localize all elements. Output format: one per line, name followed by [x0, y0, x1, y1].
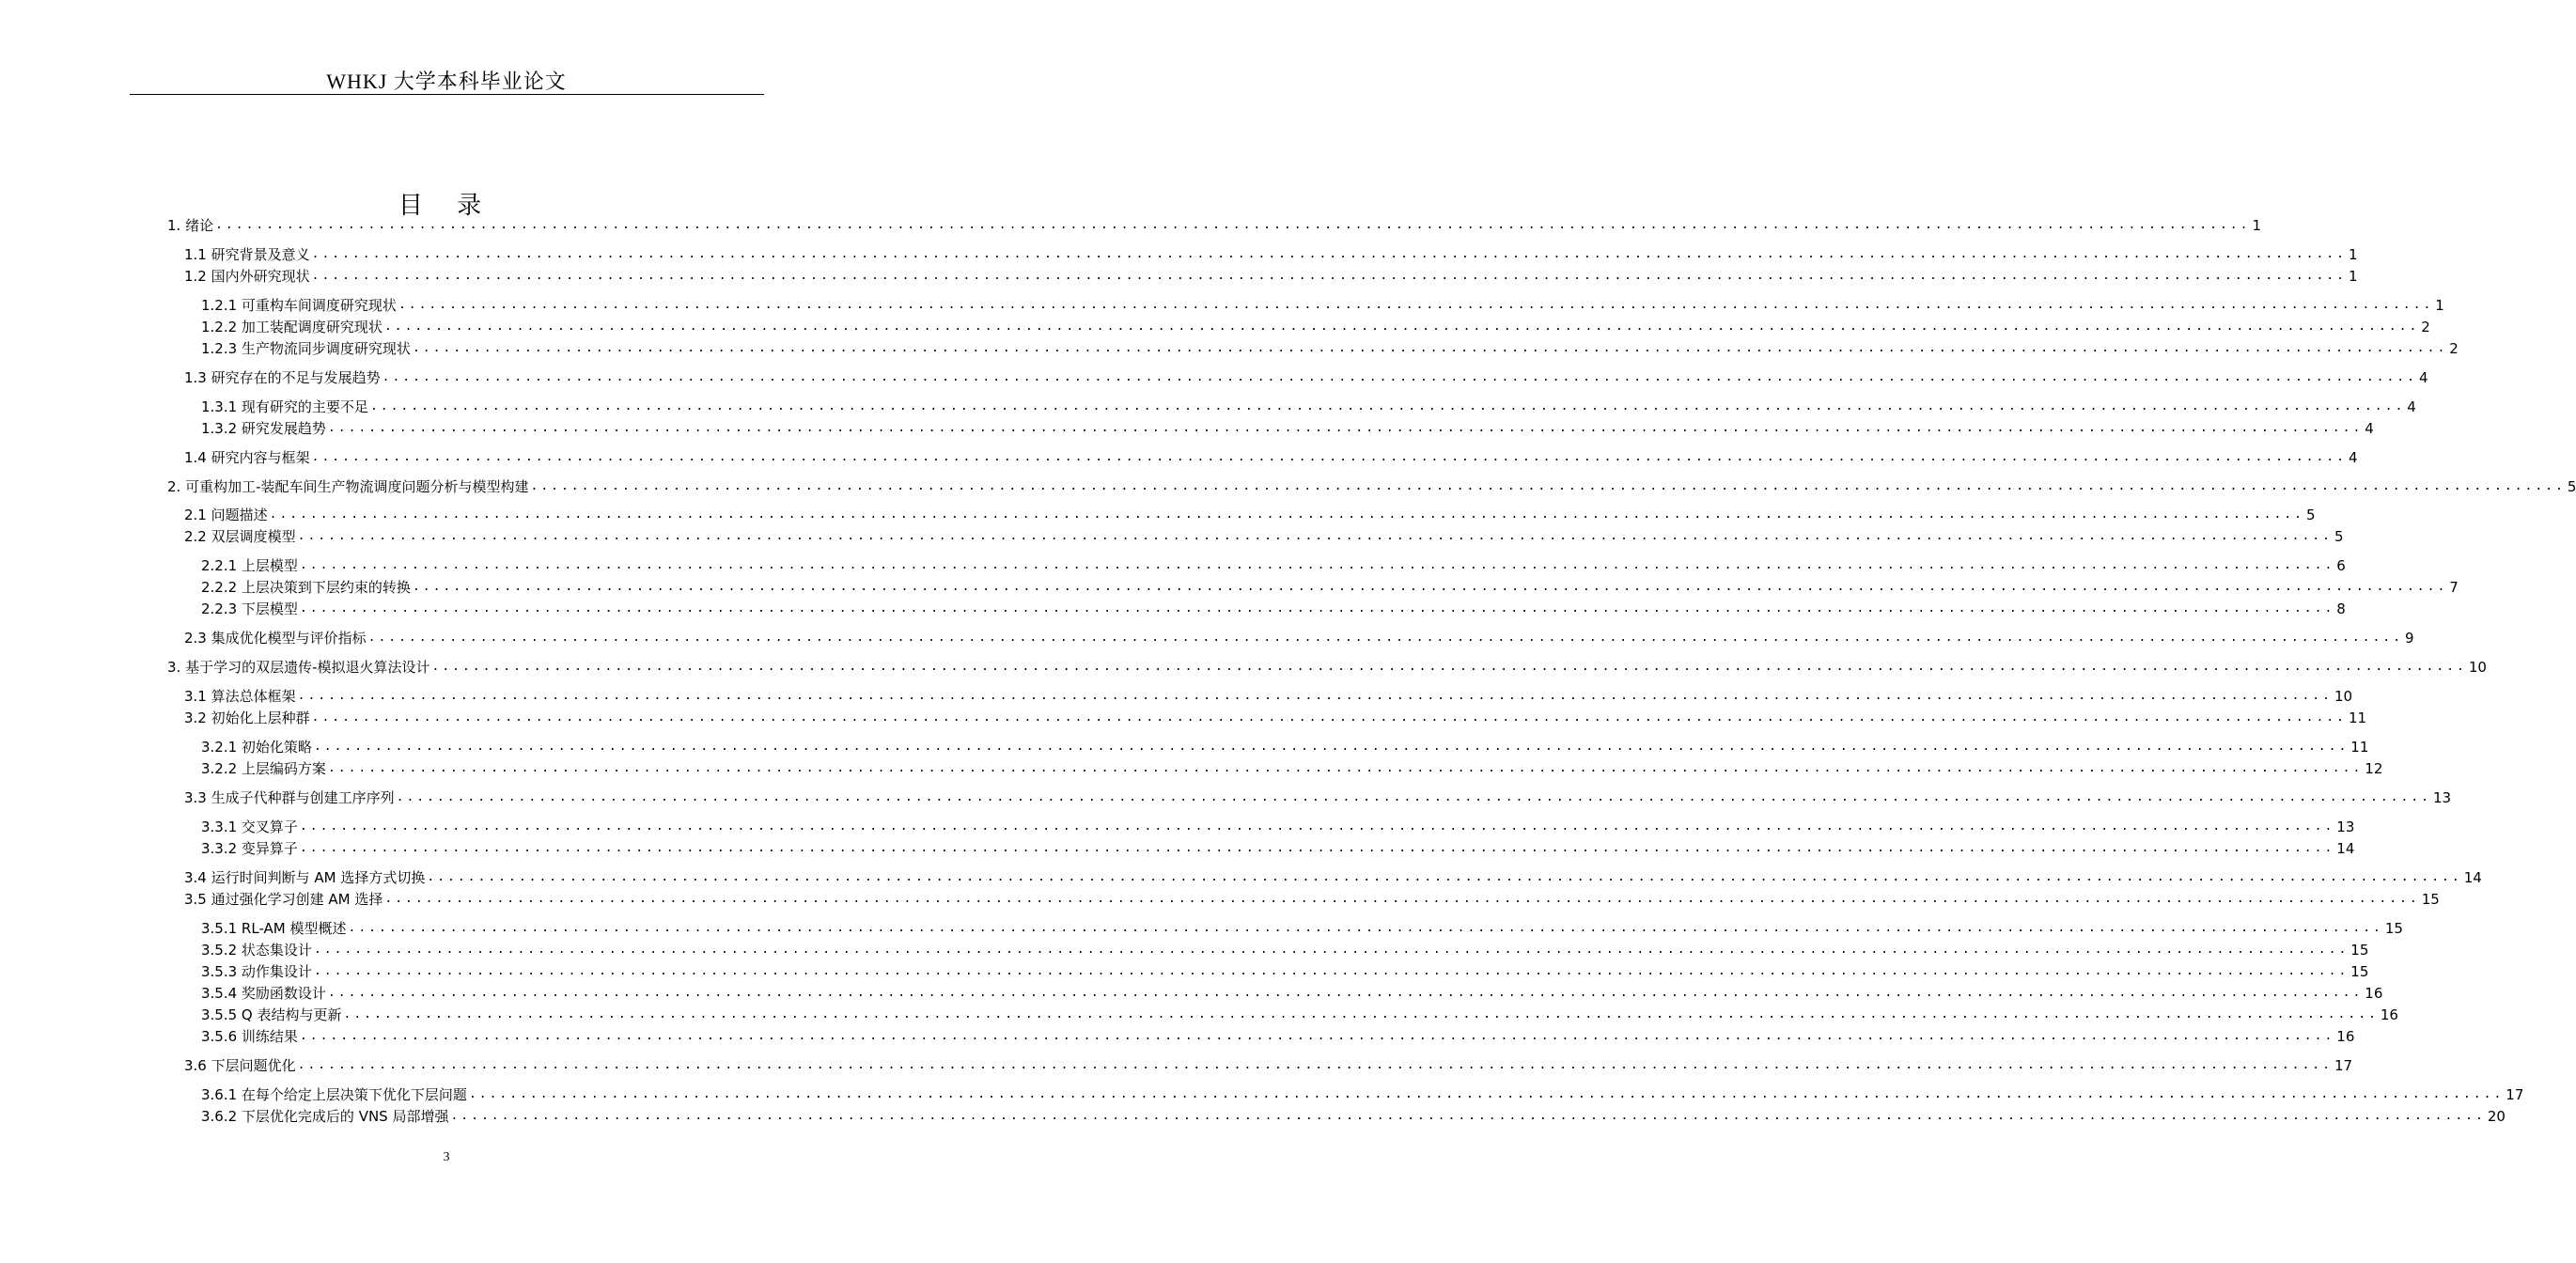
toc-dot-leader: ........................................................................................................................................................................................................: [431, 660, 2467, 674]
toc-dot-leader: ........................................................................................................................................................................................................: [297, 529, 2333, 543]
toc-entry-label: 2.1 问题描述: [184, 507, 268, 523]
toc-entry-label: 3.6.1 在每个给定上层决策下优化下层问题: [201, 1086, 467, 1103]
toc-title: 目 录: [398, 192, 495, 220]
toc-entry[interactable]: [201, 737, 2369, 757]
toc-entry[interactable]: [184, 867, 2482, 888]
toc-entry-page: 10: [2468, 659, 2487, 676]
toc-dot-leader: ........................................................................................................................................................................................................: [327, 421, 2364, 435]
toc-entry-page: 5: [2334, 528, 2344, 545]
toc-entry-label: 1.2.3 生产物流同步调度研究现状: [201, 340, 411, 357]
toc-entry[interactable]: [184, 889, 2440, 910]
toc-dot-leader: ........................................................................................................................................................................................................: [369, 399, 2406, 413]
toc-entry-page: 4: [2407, 398, 2416, 415]
toc-entry-page: 6: [2336, 557, 2346, 574]
toc-entry-label: 1.1 研究背景及意义: [184, 246, 310, 263]
toc-entry-label: 3. 基于学习的双层遗传-模拟退火算法设计: [167, 659, 430, 676]
toc-entry-page: 10: [2334, 688, 2353, 705]
toc-dot-leader: ........................................................................................................................................................................................................: [299, 558, 2335, 572]
toc-entry[interactable]: [184, 1055, 2353, 1076]
toc-entry[interactable]: [201, 577, 2459, 598]
toc-entry[interactable]: [201, 1005, 2398, 1025]
toc-entry[interactable]: [184, 686, 2353, 707]
toc-entry-label: 3.5.1 RL-AM 模型概述: [201, 920, 347, 937]
toc-dot-leader: ........................................................................................................................................................................................................: [396, 790, 2431, 804]
toc-entry-label: 3.2.2 上层编码方案: [201, 760, 326, 777]
toc-entry-page: 2: [2449, 340, 2459, 357]
toc-entry[interactable]: [201, 295, 2444, 316]
toc-dot-leader: ........................................................................................................................................................................................................: [427, 870, 2462, 884]
toc-entry-page: 16: [2365, 985, 2383, 1002]
toc-entry[interactable]: [184, 447, 2358, 468]
toc-dot-leader: ........................................................................................................................................................................................................: [343, 1007, 2379, 1021]
toc-entry[interactable]: [201, 1106, 2506, 1127]
toc-dot-leader: ........................................................................................................................................................................................................: [398, 298, 2434, 312]
toc-entry-label: 2.2.1 上层模型: [201, 557, 298, 574]
toc-entry-page: 4: [2365, 420, 2374, 437]
toc-entry-label: 3.4 运行时间判断与 AM 选择方式切换: [184, 869, 426, 886]
toc-dot-leader: ........................................................................................................................................................................................................: [299, 819, 2335, 834]
toc-entry-label: 3.6.2 下层优化完成后的 VNS 局部增强: [201, 1108, 449, 1125]
toc-entry[interactable]: [184, 244, 2358, 265]
toc-entry[interactable]: [201, 555, 2346, 576]
toc-entry[interactable]: [201, 961, 2369, 982]
toc-dot-leader: ........................................................................................................................................................................................................: [299, 1029, 2335, 1043]
toc-entry[interactable]: [201, 418, 2374, 439]
toc-entry[interactable]: [184, 787, 2452, 808]
toc-entry-page: 13: [2336, 819, 2355, 835]
toc-dot-leader: ........................................................................................................................................................................................................: [313, 943, 2350, 957]
toc-dot-leader: ........................................................................................................................................................................................................: [297, 1058, 2333, 1072]
toc-entry-page: 9: [2404, 630, 2414, 647]
toc-entry[interactable]: [201, 758, 2383, 779]
toc-entry-label: 1.2 国内外研究现状: [184, 268, 310, 285]
toc-entry-label: 1.3 研究存在的不足与发展趋势: [184, 369, 381, 386]
toc-dot-leader: ........................................................................................................................................................................................................: [311, 450, 2347, 464]
toc-dot-leader: ........................................................................................................................................................................................................: [297, 689, 2333, 703]
toc-entry-page: 15: [2421, 891, 2440, 908]
toc-entry-label: 1. 绪论: [167, 217, 214, 234]
toc-entry[interactable]: [201, 838, 2355, 859]
toc-entry-page: 1: [2348, 246, 2358, 263]
toc-entry-label: 2. 可重构加工-装配车间生产物流调度问题分析与模型构建: [167, 478, 529, 495]
toc-dot-leader: ........................................................................................................................................................................................................: [299, 841, 2335, 855]
toc-dot-leader: ........................................................................................................................................................................................................: [348, 921, 2383, 935]
toc-entry-label: 3.3 生成子代种群与创建工序序列: [184, 789, 395, 806]
page-header: WHKJ 大学本科毕业论文: [326, 70, 567, 93]
toc-entry-page: 11: [2348, 709, 2367, 726]
toc-entry-label: 3.5.4 奖励函数设计: [201, 985, 326, 1002]
toc-dot-leader: ........................................................................................................................................................................................................: [450, 1109, 2486, 1123]
toc-entry-page: 2: [2421, 319, 2430, 335]
toc-entry-label: 1.3.1 现有研究的主要不足: [201, 398, 368, 415]
toc-entry-label: 3.1 算法总体框架: [184, 688, 296, 705]
toc-dot-leader: ........................................................................................................................................................................................................: [412, 580, 2448, 594]
toc-dot-leader: ........................................................................................................................................................................................................: [311, 247, 2347, 261]
toc-entry[interactable]: [184, 526, 2344, 547]
toc-entry-label: 1.2.2 加工装配调度研究现状: [201, 319, 382, 335]
toc-entry-label: 1.3.2 研究发展趋势: [201, 420, 326, 437]
toc-dot-leader: ........................................................................................................................................................................................................: [382, 370, 2417, 384]
toc-dot-leader: ........................................................................................................................................................................................................: [412, 341, 2448, 355]
toc-dot-leader: ........................................................................................................................................................................................................: [367, 631, 2403, 645]
toc-entry-page: 5: [2305, 507, 2316, 523]
toc-entry-label: 3.5.3 动作集设计: [201, 963, 312, 980]
toc-entry-page: 4: [2348, 449, 2358, 466]
toc-entry[interactable]: [201, 317, 2430, 337]
toc-entry-page: 1: [2348, 268, 2358, 285]
toc-dot-leader: ........................................................................................................................................................................................................: [311, 269, 2347, 283]
toc-dot-leader: ........................................................................................................................................................................................................: [327, 986, 2364, 1000]
toc-dot-leader: ........................................................................................................................................................................................................: [313, 964, 2350, 978]
toc-entry[interactable]: [184, 367, 2428, 388]
toc-entry-label: 1.2.1 可重构车间调度研究现状: [201, 297, 397, 314]
toc-entry[interactable]: [184, 708, 2367, 728]
toc-entry-page: 7: [2449, 579, 2459, 596]
toc-dot-leader: ........................................................................................................................................................................................................: [327, 761, 2364, 775]
toc-entry-label: 3.5.5 Q 表结构与更新: [201, 1006, 342, 1023]
toc-entry[interactable]: [201, 1026, 2355, 1047]
toc-entry[interactable]: [201, 599, 2346, 619]
toc-entry[interactable]: [201, 397, 2416, 417]
toc-dot-leader: ........................................................................................................................................................................................................: [299, 601, 2335, 616]
toc-dot-leader: ........................................................................................................................................................................................................: [530, 479, 2566, 493]
toc-entry-page: 17: [2334, 1057, 2353, 1074]
toc-entry-page: 8: [2336, 600, 2346, 617]
toc-entry[interactable]: [167, 657, 2487, 678]
toc-entry-label: 3.2.1 初始化策略: [201, 739, 312, 756]
toc-entry-label: 3.5.6 训练结果: [201, 1028, 298, 1045]
toc-entry-page: 1: [2252, 217, 2261, 234]
toc-entry-page: 5: [2567, 478, 2576, 495]
toc-entry-page: 16: [2380, 1006, 2398, 1023]
toc-entry-page: 20: [2487, 1108, 2506, 1125]
header-rule: [130, 94, 764, 95]
toc-entry-page: 17: [2506, 1086, 2524, 1103]
toc-dot-leader: ........................................................................................................................................................................................................: [313, 740, 2350, 754]
toc-entry[interactable]: [184, 505, 2316, 525]
toc-entry-page: 4: [2418, 369, 2428, 386]
toc-entry-page: 15: [2350, 963, 2369, 980]
toc-entry-label: 2.2 双层调度模型: [184, 528, 296, 545]
toc-entry-page: 14: [2336, 840, 2355, 857]
toc-entry-label: 2.3 集成优化模型与评价指标: [184, 630, 367, 647]
toc-entry-page: 15: [2350, 942, 2369, 959]
toc-entry[interactable]: [201, 817, 2355, 837]
toc-entry-label: 3.3.2 变异算子: [201, 840, 298, 857]
toc-entry-label: 3.5 通过强化学习创建 AM 选择: [184, 891, 383, 908]
toc-entry-label: 2.2.3 下层模型: [201, 600, 298, 617]
toc-entry-page: 11: [2350, 739, 2369, 756]
toc-dot-leader: ........................................................................................................................................................................................................: [215, 218, 2251, 232]
toc-entry[interactable]: [201, 940, 2369, 960]
toc-dot-leader: ........................................................................................................................................................................................................: [269, 507, 2304, 522]
page-number: 3: [443, 1150, 450, 1164]
toc-dot-leader: ........................................................................................................................................................................................................: [311, 710, 2347, 725]
toc-dot-leader: ........................................................................................................................................................................................................: [383, 320, 2420, 334]
toc-entry-label: 3.5.2 状态集设计: [201, 942, 312, 959]
toc-entry[interactable]: [201, 338, 2459, 359]
toc-entry-label: 1.4 研究内容与框架: [184, 449, 310, 466]
toc-entry-label: 2.2.2 上层决策到下层约束的转换: [201, 579, 411, 596]
toc-dot-leader: ........................................................................................................................................................................................................: [468, 1087, 2505, 1101]
toc-entry[interactable]: [167, 476, 2576, 497]
toc-entry[interactable]: [184, 266, 2358, 287]
toc-entry-page: 1: [2435, 297, 2444, 314]
toc-entry-page: 15: [2384, 920, 2403, 937]
toc-entry[interactable]: [201, 1084, 2524, 1105]
toc-entry-label: 3.2 初始化上层种群: [184, 709, 310, 726]
toc-entry-page: 16: [2336, 1028, 2355, 1045]
toc-entry-page: 12: [2365, 760, 2383, 777]
toc-entry-page: 13: [2432, 789, 2452, 806]
toc-dot-leader: ........................................................................................................................................................................................................: [384, 892, 2420, 906]
toc-entry[interactable]: [201, 918, 2403, 939]
toc-entry-label: 3.6 下层问题优化: [184, 1057, 296, 1074]
toc-entry[interactable]: [167, 215, 2261, 236]
toc-entry-page: 14: [2463, 869, 2482, 886]
toc-entry-label: 3.3.1 交叉算子: [201, 819, 298, 835]
toc-entry[interactable]: [184, 628, 2414, 648]
toc-entry[interactable]: [201, 983, 2383, 1004]
